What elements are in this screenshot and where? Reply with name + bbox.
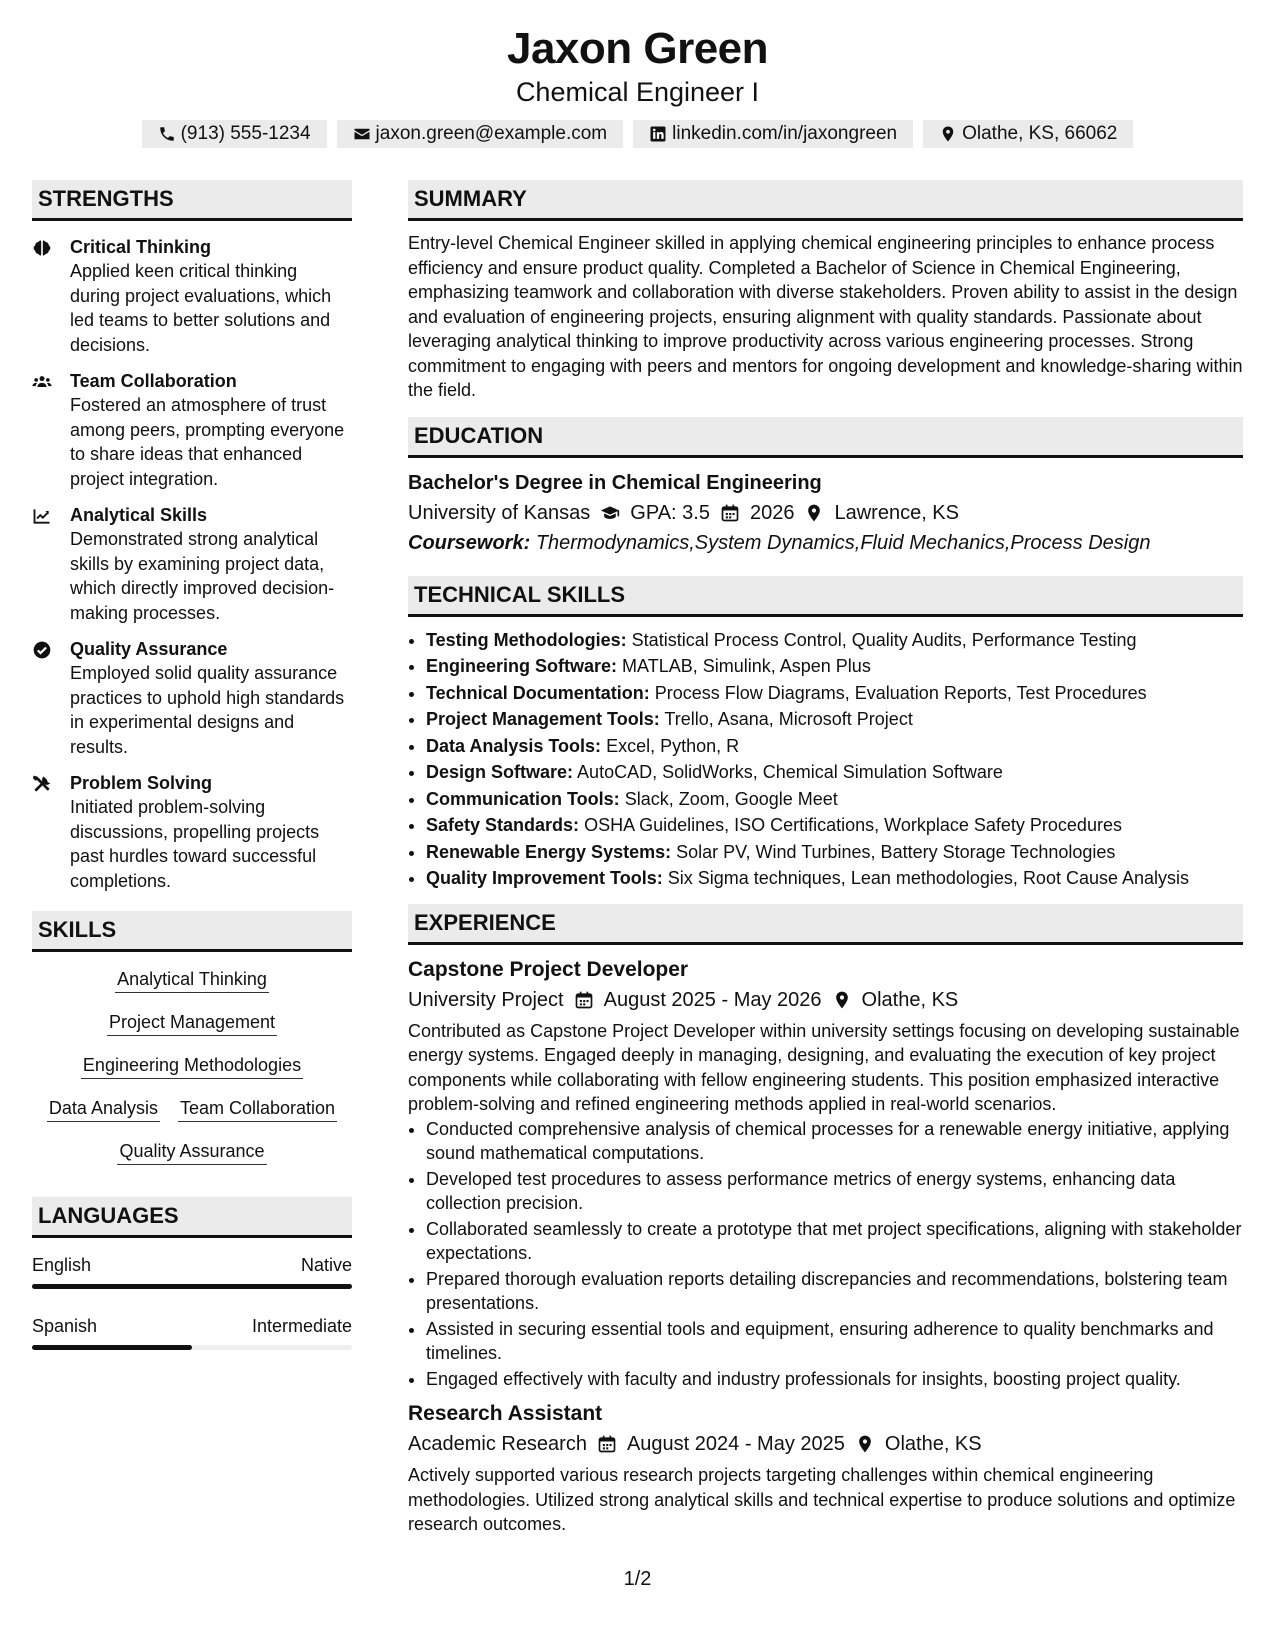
linkedin-chip[interactable]: [633, 120, 913, 148]
job-location: Olathe, KS: [861, 988, 959, 1011]
email-chip[interactable]: [337, 120, 624, 148]
skill-tag: Quality Assurance: [117, 1138, 266, 1165]
list-item: • Engaged effectively with faculty and industry professionals for insights, boosting project quality.: [426, 1367, 1243, 1392]
phone-icon: [158, 125, 176, 143]
job-org: University Project: [408, 988, 564, 1011]
list-item: [426, 839, 1243, 866]
graduation-cap-icon: [600, 503, 620, 523]
strength-title: Problem Solving: [70, 773, 213, 793]
strength-item: [32, 503, 352, 625]
users-icon: [32, 372, 52, 392]
skill-label: Project Management Tools:: [426, 709, 660, 729]
calendar-icon: [720, 503, 740, 523]
degree-title: Bachelor's Degree in Chemical Engineering: [408, 471, 822, 494]
skill-value: Slack, Zoom, Google Meet: [624, 788, 838, 809]
envelope-icon: [353, 125, 371, 143]
graduation-year: 2026: [749, 501, 795, 524]
strength-item: [32, 235, 352, 357]
summary-text: Entry-level Chemical Engineer skilled in applying chemical engineering principles to enhance process efficiency and ensure product quality. Completed a Bachelor of Science in Chemical Engineering, emphasizing teamwork and collaboration with diverse stakeholders. Proven ability to assist in the design and evaluation of engineering projects, ensuring alignment with quality standards. Passionate about leveraging analytical thinking to improve productivity across various engineering processes. Strong commitment to engaging with peers and mentors for ongoing development and knowledge-sharing within the field.: [408, 233, 1243, 400]
skill-tag: Analytical Thinking: [115, 966, 269, 993]
language-name: English: [32, 1255, 92, 1275]
check-circle-icon: [32, 640, 52, 660]
chart-line-icon: [32, 506, 52, 526]
skill-tag: Data Analysis: [47, 1095, 160, 1122]
proficiency-fill: [32, 1284, 352, 1289]
candidate-name: Jaxon Green: [506, 24, 769, 73]
right-column: [408, 180, 1243, 1537]
strength-title: Quality Assurance: [70, 639, 228, 659]
left-column: [32, 180, 352, 1374]
map-pin-icon: [939, 125, 957, 143]
skill-value: Solar PV, Wind Turbines, Battery Storage Technologies: [676, 841, 1116, 862]
job-description: Actively supported various research projects targeting challenges within chemical engineering methodologies. Utilized strong analytical skills and technical expertise to produce solutions and optimize research outcomes.: [408, 1465, 1236, 1534]
school-name: University of Kansas: [408, 501, 591, 524]
language-item: [32, 1252, 352, 1289]
strengths-list: [32, 235, 352, 893]
list-item: [426, 733, 1243, 760]
job-location: Olathe, KS: [884, 1433, 982, 1455]
skill-value: AutoCAD, SolidWorks, Chemical Simulation Software: [577, 762, 1003, 782]
job-title: Chemical Engineer I: [515, 77, 760, 107]
skill-value: Excel, Python, R: [606, 735, 740, 756]
skill-label: Engineering Software:: [426, 656, 618, 676]
brain-icon: [32, 238, 52, 258]
skill-value: MATLAB, Simulink, Aspen Plus: [622, 656, 871, 676]
school-location: Lawrence, KS: [834, 501, 959, 524]
list-item: [426, 627, 1243, 654]
language-level: Intermediate: [251, 1316, 352, 1336]
skill-tag: Team Collaboration: [178, 1095, 337, 1122]
skill-label: Technical Documentation:: [426, 682, 650, 703]
list-item: [426, 759, 1243, 786]
skill-tag: Project Management: [107, 1009, 277, 1036]
education-meta: [408, 498, 1243, 528]
contact-bar: [0, 120, 1275, 148]
skill-tag: Engineering Methodologies: [81, 1052, 303, 1079]
skill-label: Data Analysis Tools:: [426, 735, 602, 756]
linkedin-icon: [649, 125, 667, 143]
skill-label: Quality Improvement Tools:: [426, 868, 663, 888]
email-text: jaxon.green@example.com: [375, 123, 608, 144]
summary-heading: SUMMARY: [408, 180, 1243, 221]
strength-item: [32, 637, 352, 759]
skill-label: Safety Standards:: [426, 815, 580, 835]
tools-icon: [32, 774, 52, 794]
coursework-label: Coursework:: [408, 531, 531, 554]
list-item: • Developed test procedures to assess performance metrics of energy systems, enhancing data collection precision.: [426, 1167, 1243, 1216]
page-number: 1/2: [623, 1568, 652, 1590]
coursework: [408, 528, 1243, 558]
job-entry: [408, 1399, 1243, 1537]
strength-desc: Employed solid quality assurance practices to uphold high standards in experimental designs and results.: [70, 663, 345, 757]
map-pin-icon: [855, 1434, 875, 1454]
job-entry: [408, 955, 1243, 1392]
list-item: [426, 706, 1243, 733]
strength-item: [32, 771, 352, 893]
skills-heading: SKILLS: [32, 911, 352, 952]
skill-value: Process Flow Diagrams, Evaluation Reports, Test Procedures: [654, 682, 1147, 703]
technical-skills-heading: TECHNICAL SKILLS: [408, 576, 1243, 617]
job-org: Academic Research: [408, 1433, 587, 1455]
phone-chip[interactable]: [142, 120, 327, 148]
location-text: Olathe, KS, 66062: [962, 123, 1118, 144]
job-meta: [408, 1429, 1243, 1459]
skill-label: Renewable Energy Systems:: [426, 841, 672, 862]
job-bullets: [408, 1117, 1243, 1392]
strength-title: Analytical Skills: [70, 505, 208, 525]
list-item: [426, 786, 1243, 813]
skill-label: Testing Methodologies:: [426, 629, 627, 650]
job-dates: August 2024 - May 2025: [626, 1433, 845, 1455]
strength-desc: Demonstrated strong analytical skills by examining project data, which directly improved decision-making processes.: [70, 529, 335, 623]
coursework-list: Thermodynamics,System Dynamics,Fluid Mechanics,Process Design: [535, 531, 1151, 554]
list-item: • Assisted in securing essential tools and equipment, ensuring adherence to quality benchmarks and timelines.: [426, 1317, 1243, 1366]
skill-label: Design Software:: [426, 762, 574, 782]
gpa-text: GPA: 3.5: [630, 501, 710, 524]
list-item: • Conducted comprehensive analysis of chemical processes for a renewable energy initiative, applying sound mathematical computations.: [426, 1117, 1243, 1166]
strength-desc: Initiated problem-solving discussions, propelling projects past hurdles toward successful completions.: [70, 797, 320, 891]
linkedin-text: linkedin.com/in/jaxongreen: [672, 123, 898, 144]
job-title: Research Assistant: [408, 1402, 603, 1425]
list-item: [426, 680, 1243, 707]
proficiency-bar: [32, 1284, 352, 1289]
skills-list: [32, 966, 352, 1197]
proficiency-fill: [32, 1345, 192, 1350]
phone-text: (913) 555-1234: [180, 123, 311, 144]
technical-skills-list: [408, 627, 1243, 892]
list-item: • Prepared thorough evaluation reports detailing discrepancies and recommendations, bolstering team presentations.: [426, 1267, 1243, 1316]
list-item: [426, 865, 1243, 892]
language-level: Native: [300, 1255, 352, 1275]
skill-label: Communication Tools:: [426, 788, 620, 809]
calendar-icon: [574, 990, 594, 1010]
strength-title: Team Collaboration: [70, 371, 237, 391]
languages-heading: LANGUAGES: [32, 1197, 352, 1238]
proficiency-bar: [32, 1345, 352, 1350]
strength-desc: Fostered an atmosphere of trust among peers, prompting everyone to share ideas that enhanced project integration.: [70, 395, 345, 489]
education-heading: EDUCATION: [408, 417, 1243, 458]
strength-desc: Applied keen critical thinking during project evaluations, which led teams to better solutions and decisions.: [70, 261, 332, 355]
strength-item: [32, 369, 352, 491]
job-title: Capstone Project Developer: [408, 957, 689, 981]
location-chip: [923, 120, 1133, 148]
list-item: [426, 812, 1243, 839]
language-item: [32, 1313, 352, 1350]
list-item: • Collaborated seamlessly to create a prototype that met project specifications, aligning with stakeholder expectations.: [426, 1217, 1243, 1266]
list-item: [426, 653, 1243, 680]
skill-value: Six Sigma techniques, Lean methodologies, Root Cause Analysis: [667, 868, 1190, 888]
job-dates: August 2025 - May 2026: [603, 988, 822, 1011]
job-description: Contributed as Capstone Project Developer within university settings focusing on developing sustainable energy systems. Engaged deeply in managing, designing, and evaluating the execution of key project components while collaborating with fellow engineering students. This position emphasized interactive problem-solving and refined engineering methods applied in real-world scenarios.: [408, 1020, 1240, 1114]
job-meta: [408, 985, 1243, 1015]
skill-value: Trello, Asana, Microsoft Project: [664, 709, 913, 729]
strengths-heading: STRENGTHS: [32, 180, 352, 221]
skill-value: Statistical Process Control, Quality Audits, Performance Testing: [631, 629, 1137, 650]
resume-header: [0, 22, 1275, 148]
skill-value: OSHA Guidelines, ISO Certifications, Workplace Safety Procedures: [584, 815, 1122, 835]
map-pin-icon: [804, 503, 824, 523]
language-name: Spanish: [32, 1316, 98, 1336]
calendar-icon: [597, 1434, 617, 1454]
strength-title: Critical Thinking: [70, 237, 212, 257]
experience-heading: EXPERIENCE: [408, 904, 1243, 945]
map-pin-icon: [832, 990, 852, 1010]
